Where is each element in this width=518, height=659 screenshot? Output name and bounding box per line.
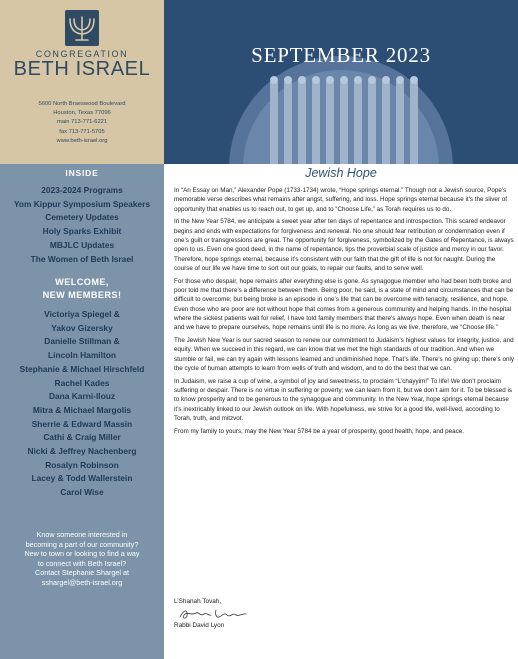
inside-item: Holy Sparks Exhibit	[42, 226, 122, 237]
handwritten-signature	[178, 607, 248, 621]
inside-item: Yom Kippur Symposium Speakers	[13, 198, 151, 209]
member-item: Cathi & Craig Miller	[43, 432, 121, 443]
inside-item: The Women of Beth Israel	[30, 253, 134, 264]
inside-item: Cemetery Updates	[45, 212, 119, 223]
member-item: Carol Wise	[60, 487, 104, 498]
inside-heading: INSIDE	[65, 168, 99, 178]
org-name-top: CONGREGATION	[35, 49, 129, 59]
closing-line: L’Shanah Tovah,	[174, 598, 222, 605]
inside-item: 2023-2024 Programs	[41, 185, 123, 195]
main-article	[164, 164, 518, 659]
author-name: Rabbi David Lyon	[174, 622, 225, 629]
member-item: Mitra & Michael Margolis	[32, 404, 132, 415]
header-banner	[164, 0, 518, 164]
address-line: 5600 North Braeswood Boulevard	[38, 101, 126, 107]
inside-list	[0, 184, 164, 266]
logo-panel	[0, 0, 164, 164]
phone-main: main 713-771-6221	[56, 119, 108, 126]
member-item: Sherrie & Edward Massin	[31, 418, 133, 429]
member-item: Yakov Gizersky	[51, 322, 113, 333]
contact-line: becoming a part of our community?	[25, 539, 139, 549]
phone-fax: fax 713-771-5705	[59, 128, 105, 135]
issue-date-title: SEPTEMBER 2023	[251, 43, 431, 67]
contact-line: Know someone interested in	[36, 530, 128, 539]
member-item: Lincoln Hamilton	[48, 350, 116, 361]
org-name: BETH ISRAEL	[13, 58, 151, 80]
article-paragraph: The Jewish New Year is our sacred season to renew our commitment to Judaism’s highest values for integrity, justice, and equity. When we succeed in this regard, we can know that we met the high standards of our tradition. And when we stumble or fail, we can try again with lessons learned and undiminished hope. That’s life. There’s no giving up; there’s only the cycle of human attempts to learn from wells of truth and wisdom, and to do the best that we can.	[174, 337, 514, 373]
contact-line: New to town or looking to find a way	[24, 549, 140, 559]
website-link[interactable]: www.beth-israel.org	[56, 137, 108, 144]
menorah-seal-icon	[64, 9, 100, 47]
sidebar	[0, 164, 164, 659]
welcome-heading-line: NEW MEMBERS!	[42, 290, 122, 300]
article-paragraph: In the New Year 5784, we anticipate a sweet year after ten days of repentance and introspection. This scared endeavor begins and ends with expectations for forgiveness and renewal. No one should fear retribution or condemnation even if one’s guilt or transgressions are great. The opportunity for forgiveness, symbolized by the Gates of Repentance, is always open to us. Even one good deed, in the name of repentance, tips the proverbial scale of justice and mercy in our favor. Therefore, hope springs eternal, because it’s consistent with our faith that the gift of life is not for naught. During the course of our life we have time to sort out our goals, to repair our faults, and to serve well.	[174, 218, 514, 273]
address-line: Houston, Texas 77096	[53, 110, 111, 117]
inside-item: MBJLC Updates	[49, 239, 115, 250]
member-item: Victoriya Spiegel &	[44, 309, 120, 319]
contact-note	[8, 530, 156, 588]
article-title: Jewish Hope	[305, 166, 377, 180]
welcome-heading-line: WELCOME,	[55, 277, 109, 287]
member-item: Rosalyn Robinson	[45, 459, 119, 470]
gates-of-repentance-arch-illustration	[164, 0, 518, 164]
article-paragraph: From my family to yours, may the New Year 5784 be a year of prosperity, good health, hope, and peace.	[174, 427, 465, 435]
welcome-heading	[0, 276, 164, 302]
contact-address	[0, 100, 164, 146]
member-item: Lacey & Todd Wallerstein	[31, 473, 133, 484]
contact-email-link[interactable]: sshargel@beth-israel.org	[41, 577, 123, 587]
article-paragraph: In Judaism, we raise a cup of wine, a symbol of joy and sweetness, to proclaim “L’chayyim!” To life! We don’t proclaim suffering or despair. There is no virtue in suffering or poverty; we can learn from it, but we don’t aim for it. To be blessed is to know prosperity and to be generous to the synagogue and community. In the New Year, hope springs eternal because it’s inextricably linked to our Jewish outlook on life. With hopefulness, we strive for a good life, well-lived, according to Torah, truth, and mitzvot.	[174, 377, 512, 423]
member-item: Stephanie & Michael Hirschfeld	[19, 363, 145, 374]
article-paragraph: In “An Essay on Man,” Alexander Pope (1733-1734) wrote, “Hope springs eternal.” Though not a Jewish source, Pope’s memorable verse describes what remains after angst, suffering, and loss. Hope springs eternal because it’s the sliver of opportunity that enables us to reach out, to get up, and to “Choose Life,” as Torah requires us to do.	[174, 187, 507, 213]
article-paragraph: For those who despair, hope remains after everything else is gone. As synagogue member who had been both broke and poor told me that there’s a difference between them. Being poor, he said, is a state of mind and circumstances that can be difficult to overcome; but being broke is an episode in one’s life that can be overcome with tenacity, resilience, and hope. Even those who are poor are not without hope that comes from a generous community and helping hands. In the hospital where the sickest patients wait for relief, I have told family members that there’s always hope. Even when death is near and we have to prepare ourselves, hope remains until life is no more. As long as we live, therefore, we “Choose life.”	[174, 277, 514, 332]
new-members-list	[0, 308, 164, 500]
contact-line: Contact Stephanie Shargel at	[35, 568, 129, 578]
member-item: Dana Karni-Ilouz	[48, 391, 116, 402]
article-body	[174, 186, 514, 439]
member-item: Nicki & Jeffrey Nachenberg	[27, 446, 137, 457]
contact-line: to connect with Beth Israel?	[37, 558, 127, 568]
member-item: Rachel Kades	[54, 377, 110, 388]
member-item: Danielle Stillman &	[44, 336, 120, 347]
